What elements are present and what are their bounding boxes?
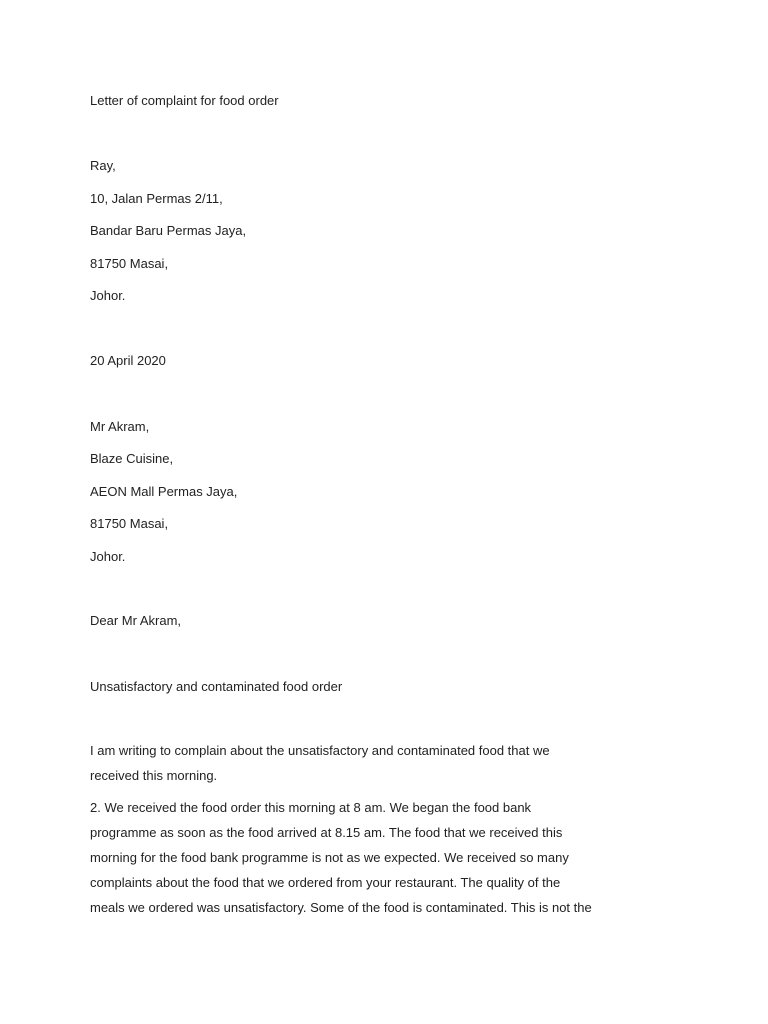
salutation: Dear Mr Akram, — [90, 613, 182, 628]
paragraph-2 — [90, 795, 635, 920]
recipient-postcode-city: 81750 Masai, — [90, 516, 169, 531]
paragraph-1-line: I am writing to complain about the unsatisfactory and contaminated food that we — [90, 743, 550, 758]
recipient-company: Blaze Cuisine, — [90, 451, 174, 466]
sender-postcode-city: 81750 Masai, — [90, 256, 169, 271]
letter-date: 20 April 2020 — [90, 353, 166, 368]
paragraph-1-line: received this morning. — [90, 768, 218, 783]
paragraph-2-line: complaints about the food that we ordered from your restaurant. The quality of the — [90, 875, 561, 890]
recipient-address-line1: AEON Mall Permas Jaya, — [90, 484, 238, 499]
sender-address-line1: 10, Jalan Permas 2/11, — [90, 191, 223, 206]
recipient-state: Johor. — [90, 549, 126, 564]
sender-address-line2: Bandar Baru Permas Jaya, — [90, 223, 247, 238]
letter-title: Letter of complaint for food order — [90, 93, 279, 108]
sender-name: Ray, — [90, 158, 116, 173]
paragraph-1 — [90, 738, 635, 788]
paragraph-2-line: morning for the food bank programme is not as we expected. We received so many — [90, 850, 569, 865]
subject-line: Unsatisfactory and contaminated food order — [90, 679, 343, 694]
paragraph-2-line: programme as soon as the food arrived at 8.15 am. The food that we received this — [90, 825, 563, 840]
paragraph-2-line: meals we ordered was unsatisfactory. Some of the food is contaminated. This is not the — [90, 900, 592, 915]
recipient-name: Mr Akram, — [90, 419, 150, 434]
sender-state: Johor. — [90, 288, 126, 303]
paragraph-2-line: 2. We received the food order this morning at 8 am. We began the food bank — [90, 800, 532, 815]
